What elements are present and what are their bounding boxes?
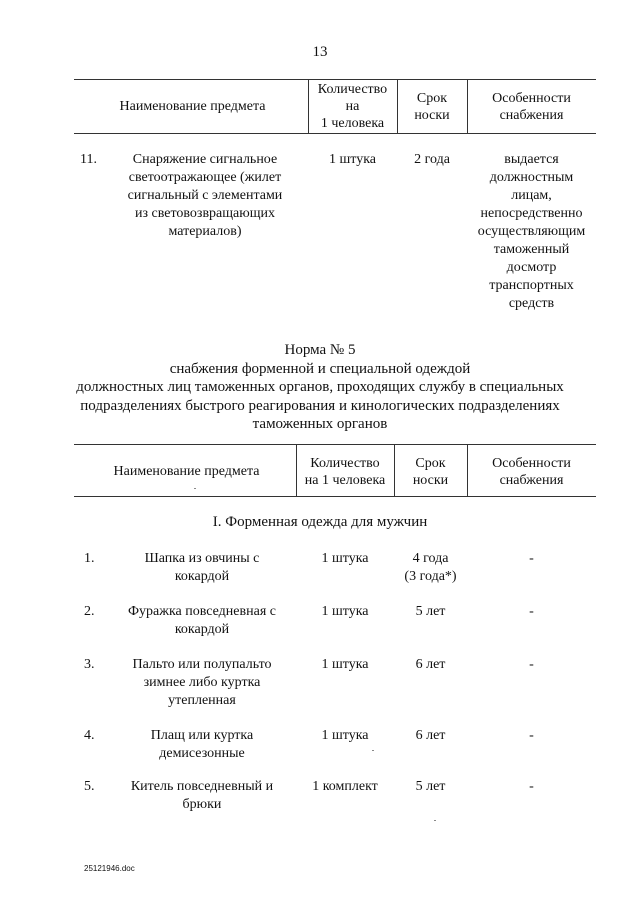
item-name: Снаряжение сигнальное светоотражающее (жилет сигнальный с элементами из световозвращающих материалов) — [127, 152, 283, 239]
row-number: 1. — [84, 551, 95, 566]
page-number: 13 — [312, 44, 328, 60]
norm-heading — [60, 341, 580, 434]
item-quantity: 1 штука — [321, 657, 369, 672]
norm-subtitle-line: снабжения форменной и специальной одеждой — [169, 360, 471, 377]
row-number: 3. — [84, 657, 95, 672]
item-name: Плащ или куртка демисезонные — [150, 728, 254, 761]
scan-speck — [194, 488, 196, 489]
section-title: I. Форменная одежда для мужчин — [212, 514, 428, 530]
norm-subtitle-line: таможенных органов — [252, 416, 388, 432]
table1-header-term: Срок носки — [414, 91, 450, 123]
item-features: - — [529, 604, 534, 619]
table1-header-rule — [74, 133, 596, 134]
table2-header-features: Особенности снабжения — [492, 456, 571, 488]
document-filename: 25121946.doc — [84, 864, 135, 873]
table1-top-rule — [74, 79, 596, 80]
item-term: 4 года (3 года*) — [404, 551, 457, 584]
table2-header-name: Наименование предмета — [113, 464, 260, 479]
table2-header-rule — [74, 496, 596, 497]
table2-header-term: Срок носки — [412, 456, 449, 488]
item-term: 6 лет — [415, 728, 446, 743]
item-features: - — [529, 779, 534, 794]
row-number: 5. — [84, 779, 95, 794]
row-number: 2. — [84, 604, 95, 619]
scan-speck — [372, 750, 374, 751]
item-name: Шапка из овчины с кокардой — [144, 551, 260, 584]
item-name: Китель повседневный и брюки — [130, 779, 274, 812]
item-features: - — [529, 657, 534, 672]
row-number: 4. — [84, 728, 95, 743]
norm-subtitle-line: подразделениях быстрого реагирования и кинологических подразделениях — [80, 397, 560, 414]
item-features: - — [529, 728, 534, 743]
item-features: - — [529, 551, 534, 566]
table1-header-features: Особенности снабжения — [492, 91, 571, 123]
item-quantity: 1 штука — [321, 551, 369, 566]
table2-header-qty: Количество на 1 человека — [304, 456, 386, 488]
table1-header-qty: Количество на 1 человека — [317, 82, 388, 131]
item-term: 2 года — [414, 152, 450, 167]
item-features: выдается должностным лицам, непосредственно осуществляющим таможенный досмотр транспортных средств — [477, 152, 586, 311]
item-quantity: 1 штука — [328, 152, 377, 167]
table1-header-name: Наименование предмета — [119, 99, 266, 114]
item-quantity: 1 комплект — [312, 779, 378, 794]
item-name: Фуражка повседневная с кокардой — [128, 604, 276, 637]
item-name: Пальто или полупальто зимнее либо куртка утепленная — [132, 657, 272, 708]
item-quantity: 1 штука — [321, 604, 369, 619]
row-number: 11. — [80, 152, 97, 167]
item-term: 5 лет — [415, 779, 446, 794]
table2-top-rule — [74, 444, 596, 445]
item-term: 6 лет — [415, 657, 446, 672]
item-term: 5 лет — [415, 604, 446, 619]
norm-title: Норма № 5 — [284, 342, 356, 358]
item-quantity: 1 штука — [321, 728, 369, 743]
scan-speck — [434, 820, 436, 821]
norm-subtitle-line: должностных лиц таможенных органов, проходящих службу в специальных — [76, 379, 564, 395]
